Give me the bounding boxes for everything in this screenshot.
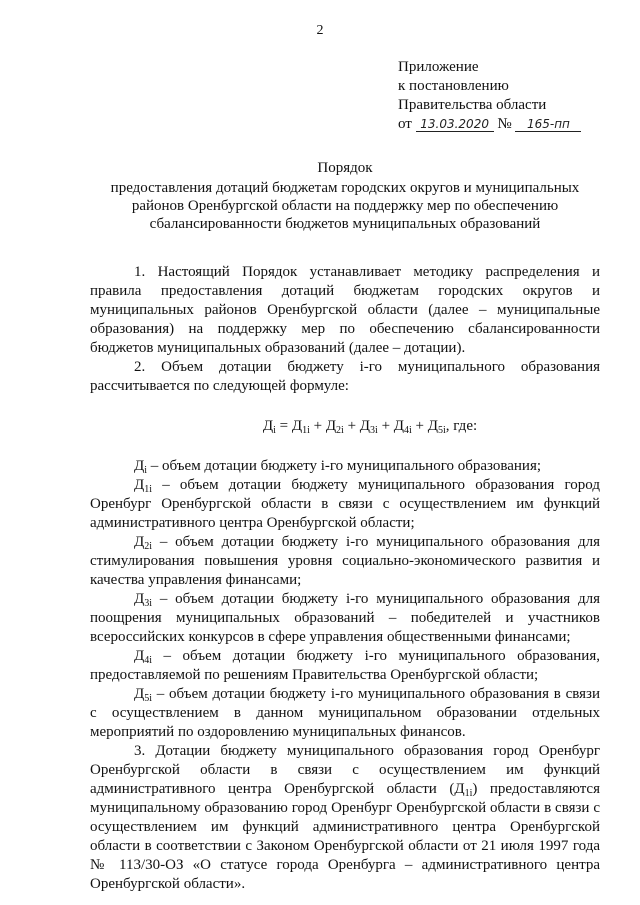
number-label: № (497, 116, 512, 132)
title-line: предоставления дотаций бюджетам городских округов и муниципальных (110, 180, 580, 196)
appendix-line: Правительства области (398, 97, 547, 113)
appendix-block (398, 58, 581, 134)
document-body (90, 263, 600, 894)
formula: $Д_i = Д_{1i} + Д_{2i} + Д_{3i} + Д_{4i} + Д_{5i}$, где: (262, 418, 478, 436)
document-title (70, 159, 620, 233)
definition-d2: $Д_{2i}$ – объем дотации бюджету i-го муниципального образования для стимулирования повышения уровня социально-экономического развития и качества управления финансами; (90, 534, 600, 588)
title-heading: Порядок (317, 160, 373, 176)
paragraph-1: 1. Настоящий Порядок устанавливает методику распределения и правила предоставления дотаций бюджетам городских округов и муниципальных районов Оренбургской области (далее – муниципальные образования) на поддержку мер по обеспечению сбалансированности бюджетов муниципальных образований (далее – дотации). (90, 264, 600, 356)
handwritten-number: 165-пп (515, 117, 581, 132)
title-line: сбалансированности бюджетов муниципальных образований (149, 216, 541, 232)
definition-d3: $Д_{3i}$ – объем дотации бюджету i-го муниципального образования для поощрения муниципальных образований – победителей и участников всероссийских конкурсов в сфере управления общественными финансами; (90, 591, 600, 645)
appendix-line: Приложение (398, 59, 479, 75)
page-number: 2 (316, 23, 324, 38)
from-label: от (398, 116, 412, 132)
definition-d1: $Д_{1i}$ – объем дотации бюджету муниципального образования город Оренбург Оренбургской области в связи с осуществлением им функций административного центра Оренбургской области; (90, 477, 600, 531)
handwritten-date: 13.03.2020 (416, 117, 494, 132)
definition-d: $Д_i$ – объем дотации бюджету i-го муниципального образования; (134, 458, 542, 476)
definition-d4: $Д_{4i}$ – объем дотации бюджету i-го муниципального образования, предоставляемой по решениям Правительства Оренбургской области; (90, 648, 600, 683)
definition-d5: $Д_{5i}$ – объем дотации бюджету i-го муниципального образования в связи с осуществлением в данном муниципальном образовании отдельных мероприятий по оздоровлению муниципальных финансов. (90, 686, 600, 740)
title-line: районов Оренбургской области на поддержку мер по обеспечению (131, 198, 559, 214)
paragraph-2: 2. Объем дотации бюджету i-го муниципального образования рассчитывается по следующей формуле: (90, 359, 600, 394)
paragraph-3: 3. Дотации бюджету муниципального образования город Оренбург Оренбургской области в связи с осуществлением им функций административного центра Оренбургской области $(Д_{1i})$ предоставляются муниципальному образованию город Оренбург Оренбургской области в связи с осуществлением им функций административного центра Оренбургской области в соответствии с Законом Оренбургской области от 21 июля 1997 года № 113/30-ОЗ «О статусе города Оренбурга – административного центра Оренбургской области». (90, 743, 600, 892)
appendix-date-line (398, 115, 581, 134)
appendix-line: к постановлению (398, 78, 509, 94)
